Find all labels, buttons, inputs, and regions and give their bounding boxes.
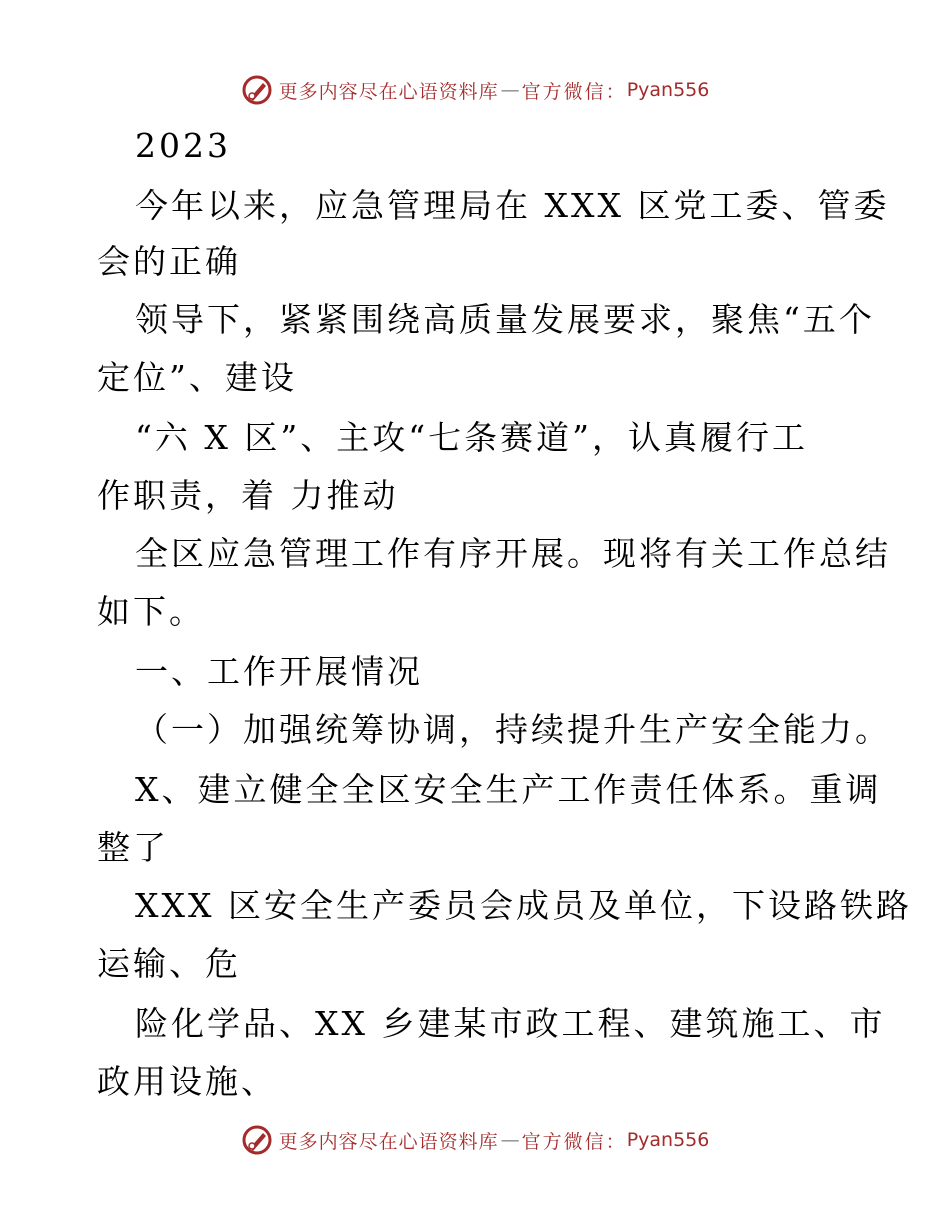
document-line: 全区应急管理工作有序开展。现将有关工作总结 bbox=[135, 534, 891, 573]
section-heading: 一、工作开展情况 bbox=[135, 652, 423, 691]
watermark-wechat-id: Pyan556 bbox=[626, 79, 710, 101]
document-line: “六 X 区”、主攻“七条赛道”，认真履行工 bbox=[135, 418, 808, 457]
document-line: 政用设施、 bbox=[97, 1062, 277, 1101]
footer-watermark bbox=[0, 1120, 950, 1160]
watermark-wechat-label: 官方微信： bbox=[521, 1130, 627, 1153]
watermark-wechat-label: 官方微信： bbox=[521, 80, 627, 103]
watermark-separator: — bbox=[500, 1129, 520, 1151]
watermark-site-text: 更多内容尽在心语资料库 bbox=[278, 80, 499, 103]
document-line: XXX 区安全生产委员会成员及单位，下设路铁路 bbox=[135, 886, 912, 925]
header-watermark bbox=[0, 70, 950, 110]
watermark-separator: — bbox=[500, 79, 520, 101]
document-line: 险化学品、XX 乡建某市政工程、建筑施工、市 bbox=[135, 1004, 886, 1043]
document-line: X、建立健全全区安全生产工作责任体系。重调 bbox=[135, 770, 882, 809]
pen-logo-icon bbox=[241, 1124, 273, 1156]
document-line: 定位”、建设 bbox=[97, 358, 297, 397]
document-line: 会的正确 bbox=[97, 242, 241, 281]
document-line: 领导下，紧紧围绕高质量发展要求，聚焦“五个 bbox=[135, 300, 875, 339]
document-line: 运输、危 bbox=[97, 944, 241, 983]
document-line: 整了 bbox=[97, 828, 169, 867]
watermark-wechat-id: Pyan556 bbox=[626, 1129, 710, 1151]
document-line: 2023 bbox=[135, 126, 231, 165]
pen-logo-icon bbox=[241, 74, 273, 106]
document-line: 作职责，着 力推动 bbox=[97, 476, 399, 515]
subsection-heading: （一）加强统筹协调，持续提升生产安全能力。 bbox=[135, 710, 891, 749]
document-line: 如下。 bbox=[97, 592, 205, 631]
document-line: 今年以来，应急管理局在 XXX 区党工委、管委 bbox=[135, 186, 890, 225]
watermark-site-text: 更多内容尽在心语资料库 bbox=[278, 1130, 499, 1153]
